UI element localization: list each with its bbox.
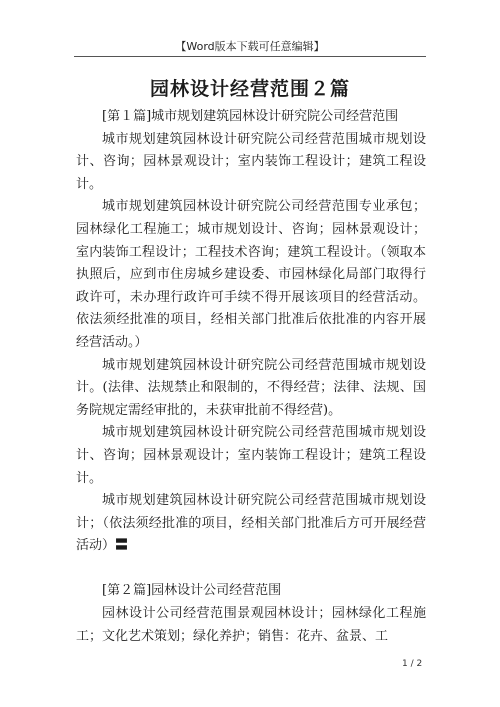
section-1-paragraph: 城市规划建筑园林设计研究院公司经营范围城市规划设计、咨询；园林景观设计；室内装饰工程设计；建筑工程设计。 bbox=[76, 131, 426, 192]
section-1-paragraph-text: 城市规划建筑园林设计研究院公司经营范围城市规划设计；（依法须经批准的项目，经相关部门批准后方可开展经营活动） bbox=[76, 493, 426, 554]
section-1-paragraph: 城市规划建筑园林设计研究院公司经营范围城市规划设计。(法律、法规禁止和限制的，不得经营；法律、法规、国务院规定需经审批的，未获审批前不得经营)。 bbox=[76, 357, 426, 418]
section-1-heading: [第１篇]城市规划建筑园林设计研究院公司经营范围 bbox=[102, 109, 399, 124]
header-note: 【Word版本下载可任意编辑】 bbox=[175, 40, 325, 53]
section-1-paragraph-last bbox=[76, 490, 426, 558]
document-title: 园林设计经营范围２篇 bbox=[149, 78, 350, 100]
section-1-paragraph: 城市规划建筑园林设计研究院公司经营范围专业承包；园林绿化工程施工；城市规划设计、咨询；园林景观设计；室内装饰工程设计；工程技术咨询；建筑工程设计。（领取本执照后，应到市住房城乡建设委、市园林绿化局部门取得行政许可，未办理行政许可手续不得开展该项目的经营活动。依法须经批准的项目，经相关部门批准后依批准的内容开展经营活动。） bbox=[76, 199, 426, 350]
section-2-paragraph: 园林设计公司经营范围景观园林设计；园林绿化工程施工；文化艺术策划；绿化养护；销售：花卉、盆景、工 bbox=[76, 606, 426, 644]
end-mark: 〓 bbox=[115, 538, 129, 554]
section-spacer bbox=[76, 558, 426, 581]
section-2-heading: [第２篇]园林设计公司经营范围 bbox=[102, 583, 282, 599]
page-number: 1 / 2 bbox=[402, 659, 423, 669]
document-body bbox=[76, 106, 426, 648]
header-rule bbox=[74, 56, 426, 57]
section-1-paragraph: 城市规划建筑园林设计研究院公司经营范围城市规划设计、咨询；园林景观设计；室内装饰工程设计；建筑工程设计。 bbox=[76, 425, 426, 486]
